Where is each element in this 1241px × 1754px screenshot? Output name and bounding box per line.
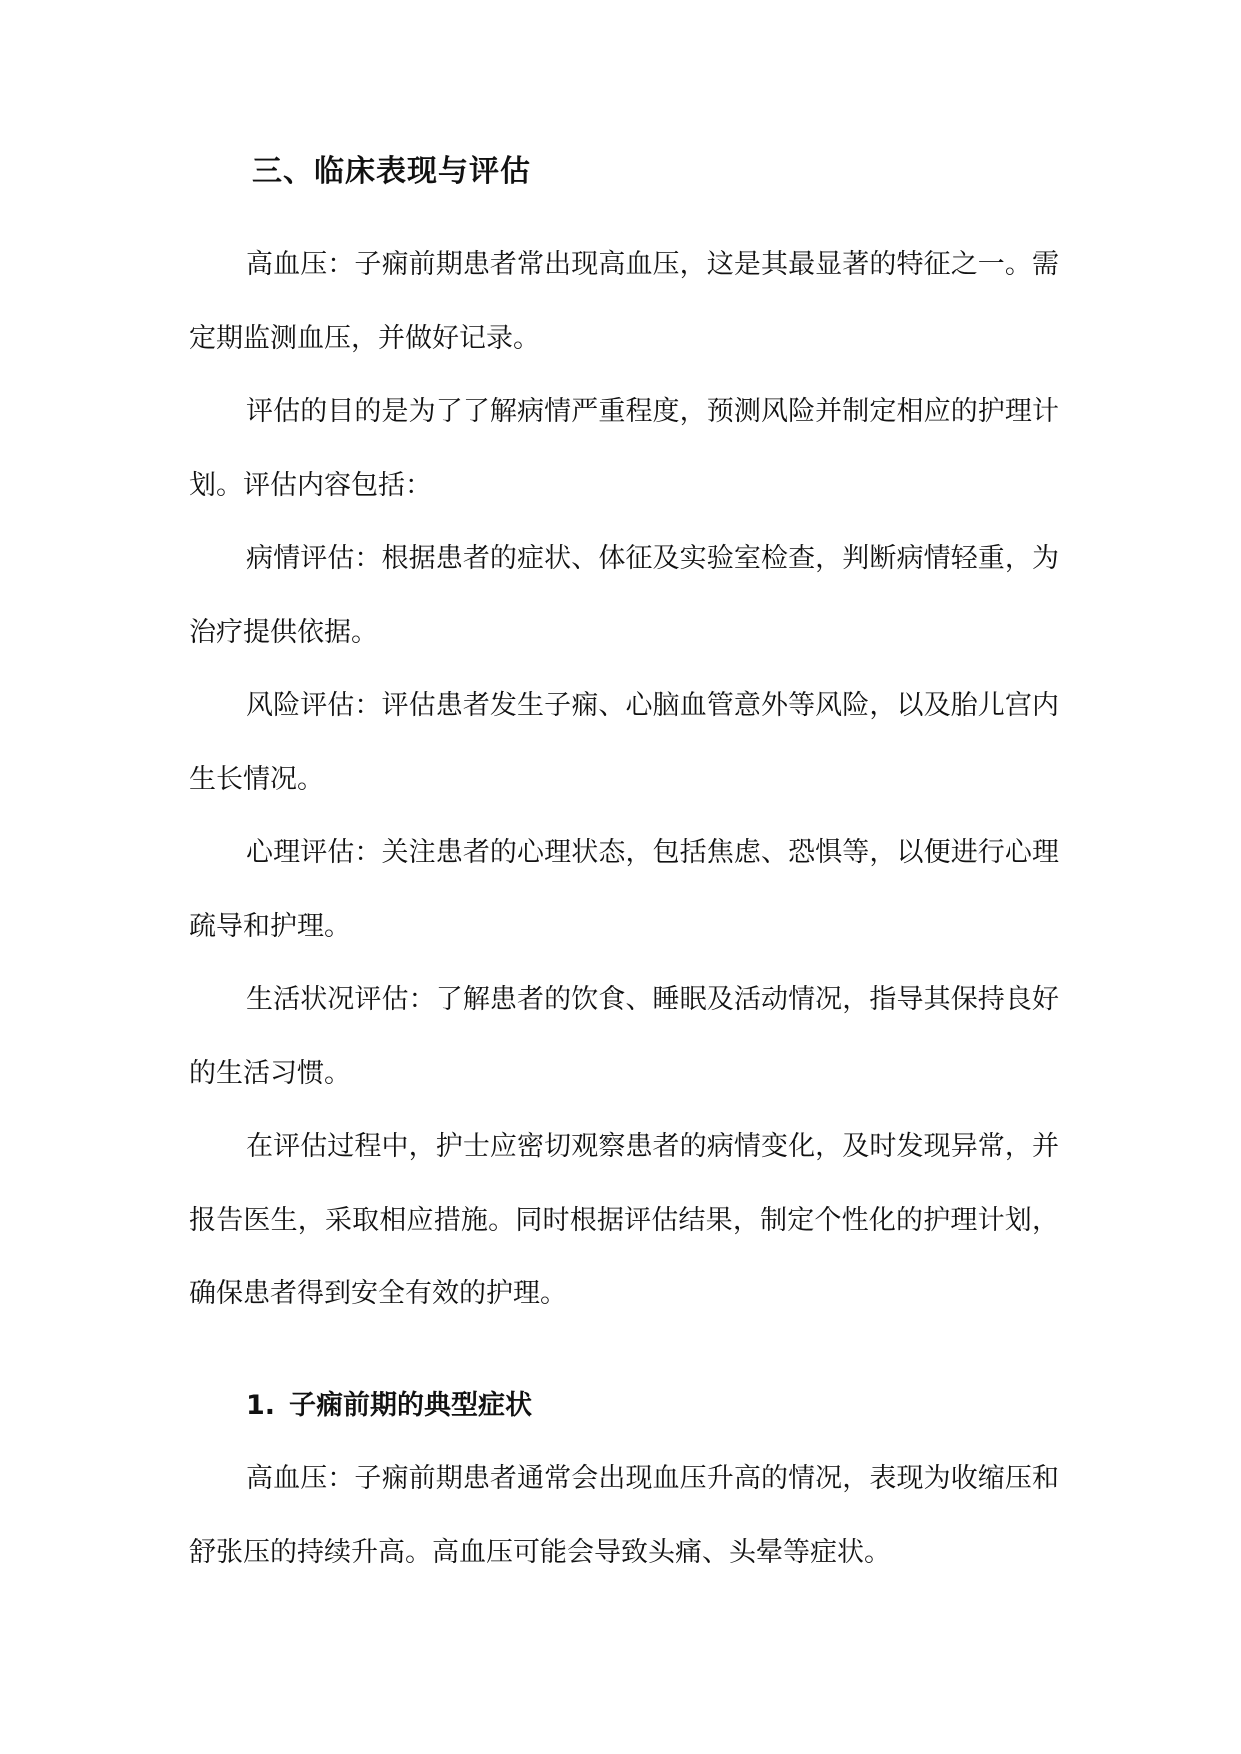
paragraph-symptom-hypertension: 高血压：子痫前期患者通常会出现血压升高的情况，表现为收缩压和舒张压的持续升高。高血压可能会导致头痛、头晕等症状。 <box>189 1463 1059 1568</box>
paragraph-assessment-purpose: 评估的目的是为了了解病情严重程度，预测风险并制定相应的护理计划。评估内容包括： <box>189 396 1059 501</box>
subsection-title: 子痫前期的典型症状 <box>289 1389 533 1421</box>
paragraph-hypertension: 高血压：子痫前期患者常出现高血压，这是其最显著的特征之一。需定期监测血压，并做好记录。 <box>189 249 1059 354</box>
document-body <box>189 228 1059 1589</box>
paragraph-condition-assessment: 病情评估：根据患者的症状、体征及实验室检查，判断病情轻重，为治疗提供依据。 <box>189 543 1059 648</box>
subsection-heading <box>189 1369 1059 1443</box>
paragraph-psychological-assessment: 心理评估：关注患者的心理状态，包括焦虑、恐惧等，以便进行心理疏导和护理。 <box>189 837 1059 942</box>
subsection-number: 1. <box>246 1389 276 1421</box>
paragraph-risk-assessment: 风险评估：评估患者发生子痫、心脑血管意外等风险，以及胎儿宫内生长情况。 <box>189 690 1059 795</box>
paragraph-living-status-assessment: 生活状况评估：了解患者的饮食、睡眠及活动情况，指导其保持良好的生活习惯。 <box>189 984 1059 1089</box>
section-title: 三、临床表现与评估 <box>252 154 531 189</box>
paragraph-assessment-process: 在评估过程中，护士应密切观察患者的病情变化，及时发现异常，并报告医生，采取相应措施。同时根据评估结果，制定个性化的护理计划，确保患者得到安全有效的护理。 <box>189 1131 1059 1309</box>
